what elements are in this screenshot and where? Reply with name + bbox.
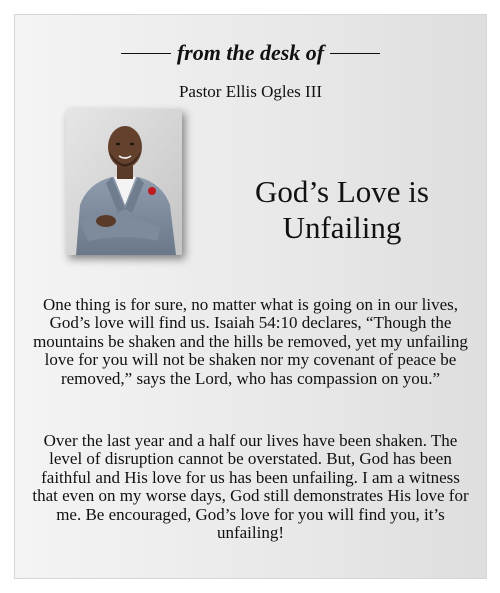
article-title: God’s Love is Unfailing: [255, 174, 429, 245]
article-paragraph-2: Over the last year and a half our lives have been shaken. The level of disruption cannot be overstated. But, God has been faithful and His love for us has been unfailing. I am a witness that even on my worse days, God still demonstrates His love for me. Be encouraged, God’s love for you will find you, it’s unfailing!: [32, 431, 469, 543]
desk-label: from the desk of: [176, 40, 325, 65]
left-rule: [121, 53, 171, 54]
desk-heading: [14, 40, 487, 66]
right-rule: [330, 53, 380, 54]
newsletter-page: [14, 14, 487, 579]
author-photo: [66, 109, 182, 255]
article-paragraph-1: One thing is for sure, no matter what is going on in our lives, God’s love will find us. Isaiah 54:10 declares, “Though the mountains be shaken and the hills be removed, yet my unfailing love for you will not be shaken nor my covenant of peace be removed,” says the Lord, who has compassion on you.”: [33, 295, 468, 388]
author-name: Pastor Ellis Ogles III: [178, 82, 323, 101]
